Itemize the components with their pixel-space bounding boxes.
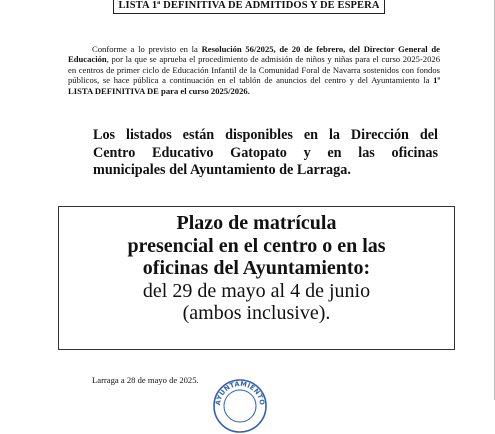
- deadline-inclusive-note: (ambos inclusive).: [182, 302, 331, 324]
- intro-text-1: Conforme a lo previsto en la: [92, 44, 202, 54]
- intro-resolution: Resolución 56/2025, de 20 de febrero, del Director General de Educación: [68, 44, 440, 65]
- town-hall-seal: [212, 378, 268, 434]
- intro-paragraph: [68, 44, 440, 96]
- svg-text:AYUNTAMIENTO: [214, 380, 266, 406]
- intro-list-title: 1ª LISTA DEFINITIVA DE para el curso 2025/2026.: [68, 75, 440, 96]
- availability-notice: [93, 127, 438, 180]
- document-title: LISTA 1ª DEFINITIVA DE ADMITIDOS Y DE ESPERA: [113, 0, 385, 14]
- deadline-dates: del 29 de mayo al 4 de junio: [142, 279, 371, 302]
- availability-line-2: Centro Educativo Gatopato y en las oficinas: [93, 144, 438, 161]
- availability-line-1: Los listados están disponibles en la Dirección del: [93, 127, 438, 143]
- availability-line-3: municipales del Ayuntamiento de Larraga.: [93, 162, 351, 178]
- seal-text: AYUNTAMIENTO: [213, 379, 267, 406]
- deadline-line-1: Plazo de matrícula: [176, 212, 337, 234]
- intro-text-2: , por la que se aprueba el procedimiento de admisión de niños y niñas para el curso 2025-2026 en centros de primer ciclo de Educación Infantil de la Comunidad Foral de Navarra sostenidos con fondos públicos, se hace pública a continuación en el tablón de anuncios del centro y del Ayuntamiento la: [68, 54, 440, 86]
- signature-date: Larraga a 28 de mayo de 2025.: [92, 375, 199, 385]
- deadline-line-2: presencial en el centro o en las: [127, 234, 386, 257]
- deadline-line-3: oficinas del Ayuntamiento:: [142, 257, 371, 279]
- enrollment-deadline-box: [58, 206, 455, 350]
